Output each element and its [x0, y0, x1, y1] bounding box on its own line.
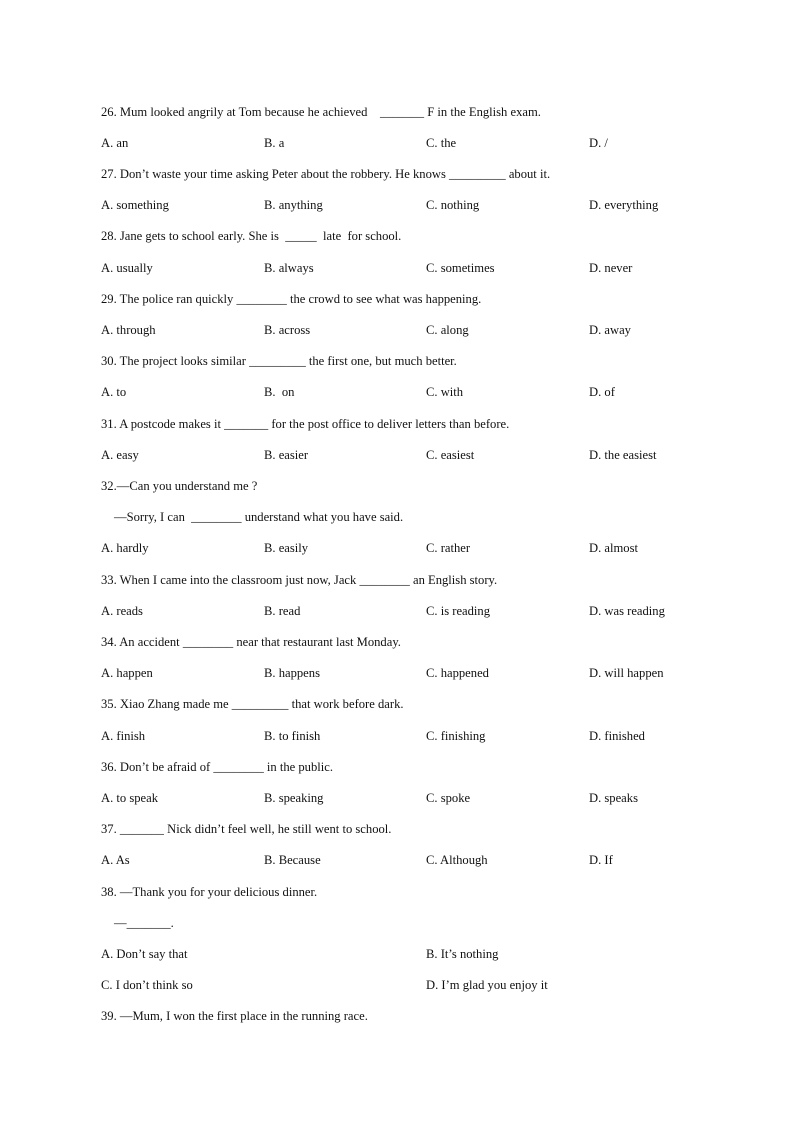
question-29: 29. The police ran quickly ________ the crowd to see what was happening. — [101, 292, 482, 306]
option-d: D. finished — [589, 729, 645, 743]
option-c: C. Although — [426, 853, 488, 867]
question-26: 26. Mum looked angrily at Tom because he achieved _______ F in the English exam. — [101, 105, 541, 119]
option-b: B. read — [264, 604, 301, 618]
option-d: D. If — [589, 853, 613, 867]
option-a: A. happen — [101, 666, 153, 680]
option-c: C. along — [426, 323, 469, 337]
question-39: 39. —Mum, I won the first place in the running race. — [101, 1009, 368, 1023]
question-37: 37. _______ Nick didn’t feel well, he still went to school. — [101, 822, 392, 836]
option-a: A. usually — [101, 261, 153, 275]
option-d: D. of — [589, 385, 615, 399]
option-b: B. speaking — [264, 791, 324, 805]
option-b: B. easily — [264, 541, 309, 555]
option-a: A. Don’t say that — [101, 947, 188, 961]
question-30: 30. The project looks similar _________ the first one, but much better. — [101, 354, 457, 368]
option-d: D. speaks — [589, 791, 638, 805]
option-c: C. finishing — [426, 729, 486, 743]
option-b: B. to finish — [264, 729, 321, 743]
option-d: D. was reading — [589, 604, 665, 618]
option-d: D. / — [589, 136, 608, 150]
option-a: A. reads — [101, 604, 143, 618]
option-a: A. As — [101, 853, 130, 867]
option-c: C. with — [426, 385, 464, 399]
question-28: 28. Jane gets to school early. She is _____ late for school. — [101, 229, 402, 243]
option-a: A. to speak — [101, 791, 159, 805]
option-c: C. rather — [426, 541, 471, 555]
option-d: D. the easiest — [589, 448, 657, 462]
option-b: B. happens — [264, 666, 320, 680]
question-31: 31. A postcode makes it _______ for the post office to deliver letters than before. — [101, 417, 510, 431]
question-36: 36. Don’t be afraid of ________ in the public. — [101, 760, 334, 774]
option-a: A. hardly — [101, 541, 149, 555]
option-d: D. everything — [589, 198, 659, 212]
option-b: B. anything — [264, 198, 323, 212]
option-b: B. always — [264, 261, 314, 275]
question-32: 32.—Can you understand me ? — [101, 479, 258, 493]
option-c: C. is reading — [426, 604, 491, 618]
option-c: C. easiest — [426, 448, 475, 462]
option-a: A. finish — [101, 729, 146, 743]
option-d: D. almost — [589, 541, 638, 555]
option-c: C. sometimes — [426, 261, 495, 275]
option-d: D. never — [589, 261, 633, 275]
question-33: 33. When I came into the classroom just now, Jack ________ an English story. — [101, 573, 498, 587]
option-a: A. an — [101, 136, 129, 150]
question-35: 35. Xiao Zhang made me _________ that work before dark. — [101, 697, 404, 711]
option-c: C. the — [426, 136, 457, 150]
option-a: A. to — [101, 385, 127, 399]
option-b: B. It’s nothing — [426, 947, 499, 961]
option-a: A. something — [101, 198, 169, 212]
option-d: D. will happen — [589, 666, 664, 680]
question-38-reply: —_______. — [114, 916, 174, 930]
option-b: B. a — [264, 136, 285, 150]
option-c: C. nothing — [426, 198, 480, 212]
option-d: D. away — [589, 323, 631, 337]
option-a: A. easy — [101, 448, 139, 462]
option-b: B. across — [264, 323, 311, 337]
option-c: C. I don’t think so — [101, 978, 193, 992]
option-c: C. happened — [426, 666, 489, 680]
option-a: A. through — [101, 323, 156, 337]
option-b: B. easier — [264, 448, 309, 462]
question-38: 38. —Thank you for your delicious dinner. — [101, 885, 318, 899]
option-b: B. on — [264, 385, 295, 399]
question-32-reply: —Sorry, I can ________ understand what you have said. — [114, 510, 404, 524]
question-34: 34. An accident ________ near that restaurant last Monday. — [101, 635, 401, 649]
option-c: C. spoke — [426, 791, 471, 805]
option-b: B. Because — [264, 853, 321, 867]
option-d: D. I’m glad you enjoy it — [426, 978, 548, 992]
question-27: 27. Don’t waste your time asking Peter about the robbery. He knows _________ about it. — [101, 167, 551, 181]
